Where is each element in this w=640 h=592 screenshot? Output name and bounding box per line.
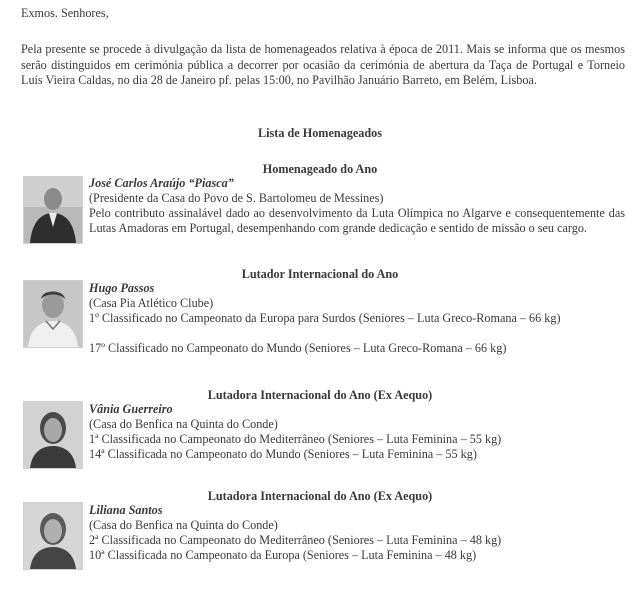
athlete-club: (Casa do Benfica na Quinta do Conde): [89, 518, 278, 532]
photo-liliana-santos: [23, 502, 83, 570]
athlete-name: Hugo Passos: [89, 281, 155, 295]
honoree-role: (Presidente da Casa do Povo de S. Bartolomeu de Messines): [89, 191, 384, 205]
honoree-name: José Carlos Araújo “Piasca”: [89, 176, 234, 190]
greeting: Exmos. Senhores,: [21, 6, 109, 20]
athlete-result: 1ª Classificada no Campeonato do Mediterrâneo (Seniores – Luta Feminina – 55 kg): [89, 432, 502, 446]
athlete-name: Liliana Santos: [89, 503, 163, 517]
athlete-result: 17º Classificado no Campeonato do Mundo (Seniores – Luta Greco-Romana – 66 kg): [89, 341, 507, 355]
section-heading-lutadora-2: Lutadora Internacional do Ano (Ex Aequo): [207, 489, 433, 503]
section-heading-lutador: Lutador Internacional do Ano: [241, 267, 399, 281]
athlete-result: 14ª Classificada no Campeonato do Mundo (Seniores – Luta Feminina – 55 kg): [89, 447, 477, 461]
athlete-club: (Casa do Benfica na Quinta do Conde): [89, 417, 278, 431]
athlete-result: 2ª Classificada no Campeonato do Mediterrâneo (Seniores – Luta Feminina – 48 kg): [89, 533, 502, 547]
athlete-result: 10ª Classificada no Campeonato da Europa (Seniores – Luta Feminina – 48 kg): [89, 548, 477, 562]
intro-paragraph: Pela presente se procede à divulgação da lista de homenageados relativa à época de 2011. Mais se informa que os mesmos serão distinguidos em cerimónia pública a decorrer por ocasião da cerimónia de abertura da Taça de Portugal e Torneio Luís Vieira Caldas, no dia 28 de Janeiro pf. pelas 15:00, no Pavilhão Januário Barreto, em Belém, Lisboa.: [21, 42, 625, 87]
athlete-result: 1º Classificado no Campeonato da Europa para Surdos (Seniores – Luta Greco-Romana – 66 kg): [89, 311, 561, 325]
athlete-club: (Casa Pia Atlético Clube): [89, 296, 214, 310]
photo-vania-guerreiro: [23, 401, 83, 469]
section-heading-homenageado: Homenageado do Ano: [262, 162, 378, 176]
photo-jose-carlos-araujo: [23, 176, 83, 244]
honoree-description: Pelo contributo assinalável dado ao desenvolvimento da Luta Olímpica no Algarve e consequentemente das Lutas Amadoras em Portugal, desempenhando com grande dedicação e sentido de missão o seu cargo.: [89, 206, 625, 235]
list-title: Lista de Homenageados: [258, 126, 382, 140]
section-heading-lutadora-1: Lutadora Internacional do Ano (Ex Aequo): [207, 388, 433, 402]
photo-hugo-passos: [23, 280, 83, 348]
athlete-name: Vânia Guerreiro: [89, 402, 173, 416]
